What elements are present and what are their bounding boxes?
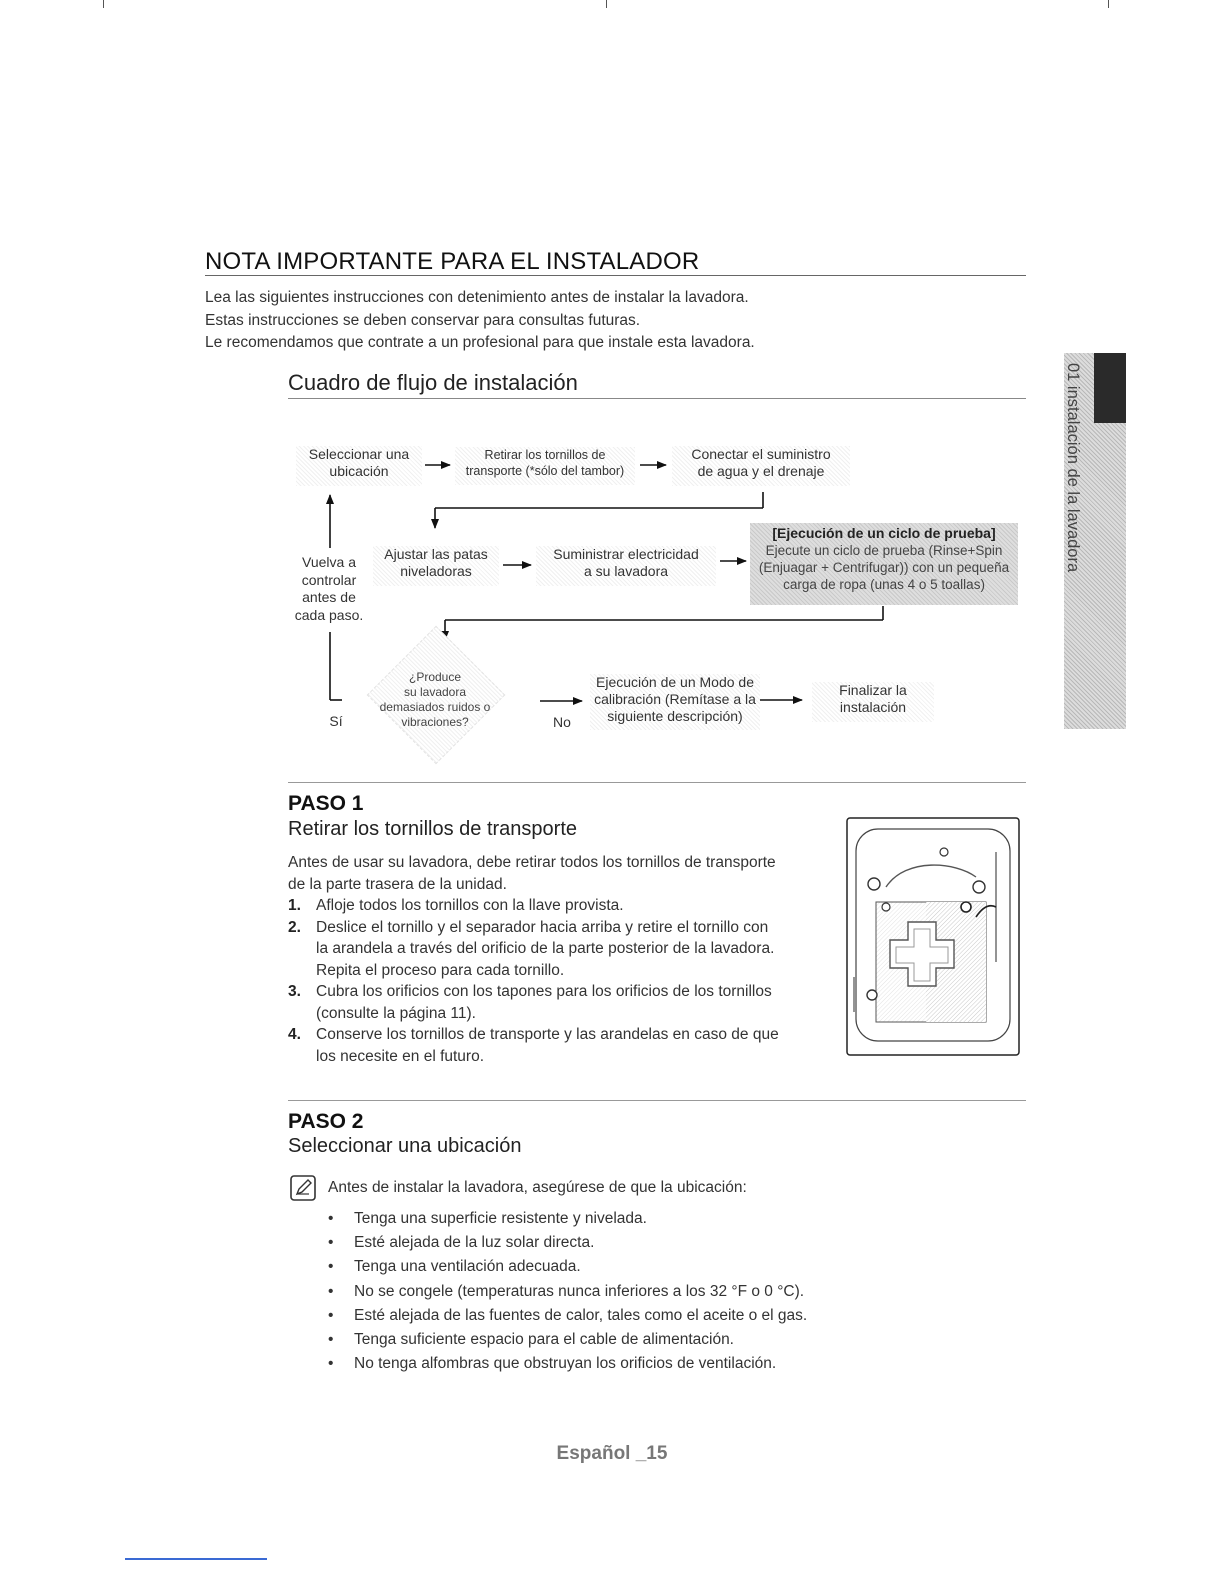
list-item: • Tenga una ventilación adecuada. bbox=[326, 1255, 926, 1279]
washer-rear-illustration bbox=[846, 817, 1020, 1057]
page-footer: Español _15 bbox=[556, 1443, 668, 1464]
flow-box-line: Seleccionar una bbox=[308, 446, 410, 462]
flow-box-line: Ejecute un ciclo de prueba (Rinse+Spin bbox=[765, 543, 1003, 558]
decision-line: su lavadora bbox=[403, 685, 467, 699]
flow-box-line: Retirar los tornillos de bbox=[484, 448, 606, 462]
paso1-subheading: Retirar los tornillos de transporte bbox=[288, 818, 578, 840]
flow-box-line: calibración (Remítase a la bbox=[594, 691, 756, 707]
side-tab-label: 01 instalación de la lavadora bbox=[1064, 363, 1082, 573]
location-requirements-list bbox=[326, 1207, 926, 1376]
check-back-line: antes de bbox=[302, 589, 356, 605]
flow-no-label: No bbox=[553, 714, 571, 730]
test-cycle-title: [Ejecución de un ciclo de prueba] bbox=[772, 525, 996, 541]
list-item: • No tenga alfombras que obstruyan los orificios de ventilación. bbox=[326, 1352, 926, 1376]
list-item: • Tenga una superficie resistente y nivelada. bbox=[326, 1207, 926, 1231]
flow-box-line: de agua y el drenaje bbox=[697, 463, 825, 479]
step-number: 1. bbox=[288, 897, 301, 914]
flowchart-title: Cuadro de flujo de instalación bbox=[288, 370, 578, 395]
flow-box-line: instalación bbox=[839, 699, 907, 715]
flow-yes-label: Sí bbox=[329, 713, 343, 729]
paso2-note: Antes de instalar la lavadora, asegúrese de que la ubicación: bbox=[328, 1179, 747, 1196]
intro-line: Le recomendamos que contrate a un profesional para que instale esta lavadora. bbox=[205, 334, 755, 351]
flow-box-line: transporte (*sólo del tambor) bbox=[465, 464, 625, 478]
page-title: NOTA IMPORTANTE PARA EL INSTALADOR bbox=[205, 248, 700, 275]
flow-box-line: (Enjuagar + Centrifugar)) con un pequeña bbox=[758, 560, 1010, 575]
step-line: los necesite en el futuro. bbox=[316, 1047, 485, 1065]
decision-line: demasiados ruidos o bbox=[379, 700, 491, 714]
paso1-step bbox=[288, 895, 840, 917]
step-line: Repita el proceso para cada tornillo. bbox=[316, 961, 565, 979]
paso1-body bbox=[288, 852, 840, 1067]
paso1-heading: PASO 1 bbox=[288, 792, 364, 815]
flow-box-calibration bbox=[590, 674, 760, 730]
flow-box-line: Finalizar la bbox=[839, 682, 907, 698]
flow-box-supply-power bbox=[536, 546, 716, 586]
paso2-rule bbox=[288, 1100, 1026, 1101]
flow-box-line: niveladoras bbox=[400, 563, 472, 579]
step-line: Conserve los tornillos de transporte y las arandelas en caso de que bbox=[316, 1026, 779, 1043]
paso1-step bbox=[288, 917, 840, 982]
list-item: • Tenga suficiente espacio para el cable de alimentación. bbox=[326, 1328, 926, 1352]
list-item: • Esté alejada de las fuentes de calor, tales como el aceite o el gas. bbox=[326, 1304, 926, 1328]
flow-box-line: ubicación bbox=[329, 463, 389, 479]
step-line: (consulte la página 11). bbox=[316, 1004, 476, 1022]
step-line: Deslice el tornillo y el separador hacia arriba y retire el tornillo con bbox=[316, 918, 769, 936]
flow-box-remove-bolts bbox=[455, 447, 635, 485]
decision-line: vibraciones? bbox=[401, 715, 469, 729]
decision-line: ¿Produce bbox=[408, 670, 462, 684]
flow-box-line: carga de ropa (unas 4 o 5 toallas) bbox=[783, 577, 985, 592]
flow-box-connect-water bbox=[672, 446, 850, 486]
flow-box-line: Conectar el suministro bbox=[691, 446, 831, 462]
list-item: • Esté alejada de la luz solar directa. bbox=[326, 1231, 926, 1255]
flow-box-test-cycle bbox=[750, 523, 1018, 605]
flow-box-line: Ajustar las patas bbox=[384, 546, 488, 562]
flow-box-line: Ejecución de un Modo de bbox=[596, 674, 754, 690]
step-line: la arandela a través del orificio de la parte posterior de la lavadora. bbox=[316, 940, 775, 957]
step-line: Cubra los orificios con los tapones para los orificios de los tornillos bbox=[316, 983, 772, 1000]
flow-box-select-location bbox=[296, 446, 422, 486]
step-number: 3. bbox=[288, 983, 301, 1000]
check-back-line: cada paso. bbox=[294, 606, 364, 623]
flow-box-finish bbox=[812, 682, 934, 722]
step-line: Afloje todos los tornillos con la llave provista. bbox=[316, 897, 624, 914]
note-icon bbox=[289, 1174, 317, 1202]
paso1-intro-line: de la parte trasera de la unidad. bbox=[288, 875, 507, 893]
bottom-link-underline bbox=[125, 1558, 267, 1560]
flow-box-line: a su lavadora bbox=[583, 563, 669, 579]
flow-box-adjust-legs bbox=[373, 546, 499, 586]
paso1-intro-line: Antes de usar su lavadora, debe retirar todos los tornillos de transporte bbox=[288, 854, 776, 871]
step-number: 2. bbox=[288, 918, 301, 936]
check-back-label bbox=[284, 554, 374, 624]
paso2-heading: PASO 2 bbox=[288, 1110, 364, 1133]
paso1-rule bbox=[288, 782, 1026, 783]
flow-decision-text bbox=[375, 670, 495, 730]
paso2-subheading: Seleccionar una ubicación bbox=[288, 1135, 522, 1157]
intro-line: Lea las siguientes instrucciones con detenimiento antes de instalar la lavadora. bbox=[205, 289, 749, 306]
flow-box-line: siguiente descripción) bbox=[607, 708, 743, 724]
step-number: 4. bbox=[288, 1026, 301, 1043]
paso1-step bbox=[288, 1024, 840, 1067]
check-back-line: controlar bbox=[301, 571, 357, 588]
paso1-step bbox=[288, 981, 840, 1024]
check-back-line: Vuelva a bbox=[302, 554, 356, 570]
flow-box-line: Suministrar electricidad bbox=[553, 546, 699, 562]
intro-line: Estas instrucciones se deben conservar para consultas futuras. bbox=[205, 311, 641, 329]
list-item: • No se congele (temperaturas nunca inferiores a los 32 °F o 0 °C). bbox=[326, 1280, 926, 1304]
